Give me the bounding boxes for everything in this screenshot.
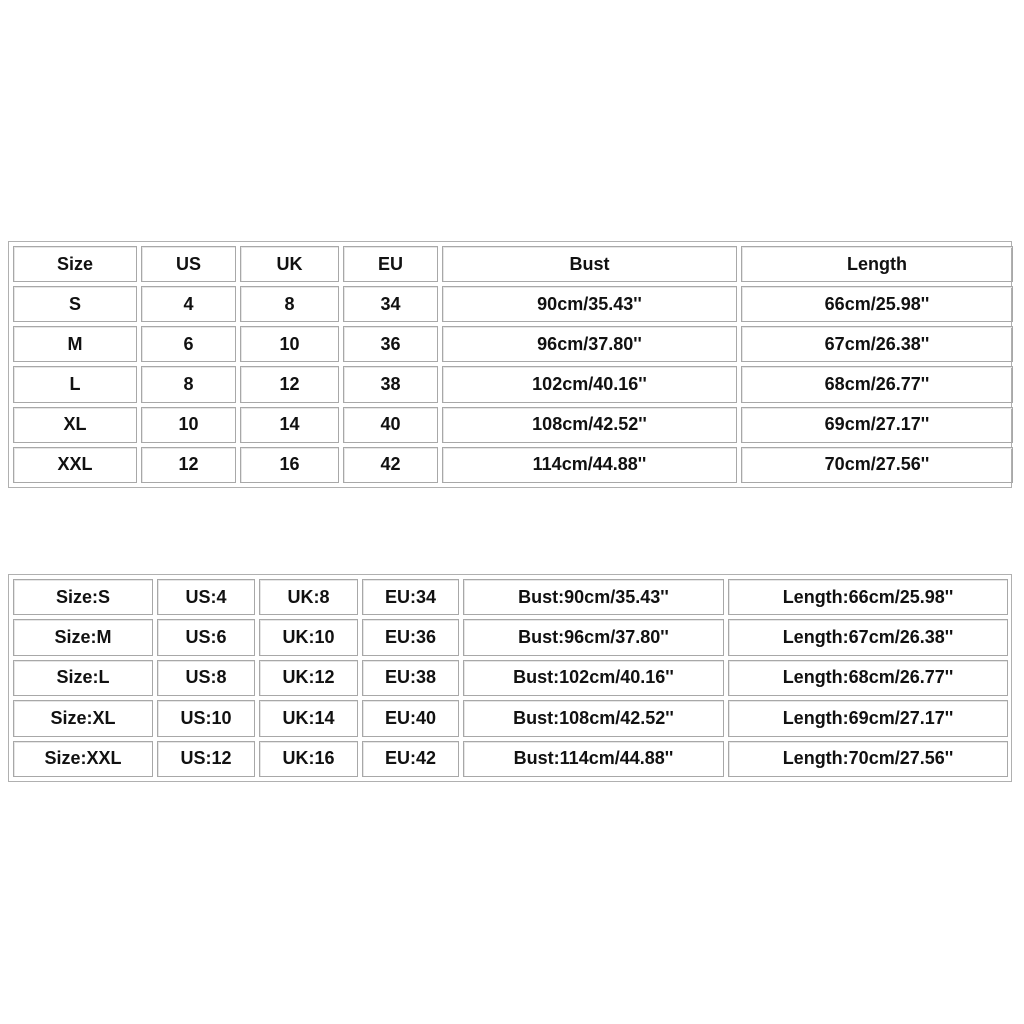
cell-size: Size:L	[13, 660, 153, 696]
cell-uk: UK:14	[259, 700, 358, 736]
cell-length: Length:70cm/27.56''	[728, 741, 1008, 777]
cell-uk: 10	[240, 326, 339, 362]
cell-us: 8	[141, 366, 236, 402]
cell-eu: 38	[343, 366, 438, 402]
cell-length: 69cm/27.17''	[741, 407, 1013, 443]
table-row	[13, 579, 1008, 615]
cell-size: S	[13, 286, 137, 322]
cell-bust: Bust:90cm/35.43''	[463, 579, 724, 615]
table-row	[13, 700, 1008, 736]
cell-us: US:12	[157, 741, 255, 777]
cell-bust: 96cm/37.80''	[442, 326, 737, 362]
table-row	[13, 619, 1008, 655]
cell-size: L	[13, 366, 137, 402]
header-uk: UK	[240, 246, 339, 282]
cell-eu: 34	[343, 286, 438, 322]
table-header-row	[13, 246, 1013, 282]
cell-uk: UK:8	[259, 579, 358, 615]
cell-bust: 114cm/44.88''	[442, 447, 737, 483]
cell-eu: 36	[343, 326, 438, 362]
cell-eu: 42	[343, 447, 438, 483]
cell-size: XXL	[13, 447, 137, 483]
cell-eu: EU:36	[362, 619, 459, 655]
cell-length: Length:68cm/26.77''	[728, 660, 1008, 696]
cell-eu: EU:42	[362, 741, 459, 777]
cell-size: Size:XXL	[13, 741, 153, 777]
cell-bust: Bust:102cm/40.16''	[463, 660, 724, 696]
cell-bust: Bust:108cm/42.52''	[463, 700, 724, 736]
table-row	[13, 326, 1013, 362]
cell-size: M	[13, 326, 137, 362]
cell-us: US:6	[157, 619, 255, 655]
cell-uk: 8	[240, 286, 339, 322]
cell-size: XL	[13, 407, 137, 443]
cell-uk: 12	[240, 366, 339, 402]
table-row	[13, 660, 1008, 696]
cell-us: US:8	[157, 660, 255, 696]
table-row	[13, 741, 1008, 777]
cell-us: US:10	[157, 700, 255, 736]
table-row	[13, 286, 1013, 322]
header-length: Length	[741, 246, 1013, 282]
table-row	[13, 407, 1013, 443]
header-eu: EU	[343, 246, 438, 282]
cell-length: 68cm/26.77''	[741, 366, 1013, 402]
cell-uk: UK:16	[259, 741, 358, 777]
cell-bust: 108cm/42.52''	[442, 407, 737, 443]
cell-length: Length:67cm/26.38''	[728, 619, 1008, 655]
table-row	[13, 447, 1013, 483]
cell-bust: Bust:114cm/44.88''	[463, 741, 724, 777]
cell-us: US:4	[157, 579, 255, 615]
cell-length: Length:66cm/25.98''	[728, 579, 1008, 615]
cell-us: 12	[141, 447, 236, 483]
cell-us: 10	[141, 407, 236, 443]
cell-uk: UK:10	[259, 619, 358, 655]
cell-eu: 40	[343, 407, 438, 443]
cell-eu: EU:34	[362, 579, 459, 615]
cell-uk: 14	[240, 407, 339, 443]
cell-size: Size:M	[13, 619, 153, 655]
size-chart-table	[8, 241, 1012, 488]
cell-bust: 90cm/35.43''	[442, 286, 737, 322]
header-us: US	[141, 246, 236, 282]
cell-us: 4	[141, 286, 236, 322]
cell-uk: UK:12	[259, 660, 358, 696]
cell-length: 67cm/26.38''	[741, 326, 1013, 362]
cell-bust: Bust:96cm/37.80''	[463, 619, 724, 655]
cell-size: Size:XL	[13, 700, 153, 736]
table-row	[13, 366, 1013, 402]
cell-eu: EU:40	[362, 700, 459, 736]
cell-length: 70cm/27.56''	[741, 447, 1013, 483]
size-chart-table-labeled	[8, 574, 1012, 782]
cell-length: 66cm/25.98''	[741, 286, 1013, 322]
cell-eu: EU:38	[362, 660, 459, 696]
cell-us: 6	[141, 326, 236, 362]
cell-size: Size:S	[13, 579, 153, 615]
header-bust: Bust	[442, 246, 737, 282]
header-size: Size	[13, 246, 137, 282]
cell-length: Length:69cm/27.17''	[728, 700, 1008, 736]
cell-bust: 102cm/40.16''	[442, 366, 737, 402]
cell-uk: 16	[240, 447, 339, 483]
